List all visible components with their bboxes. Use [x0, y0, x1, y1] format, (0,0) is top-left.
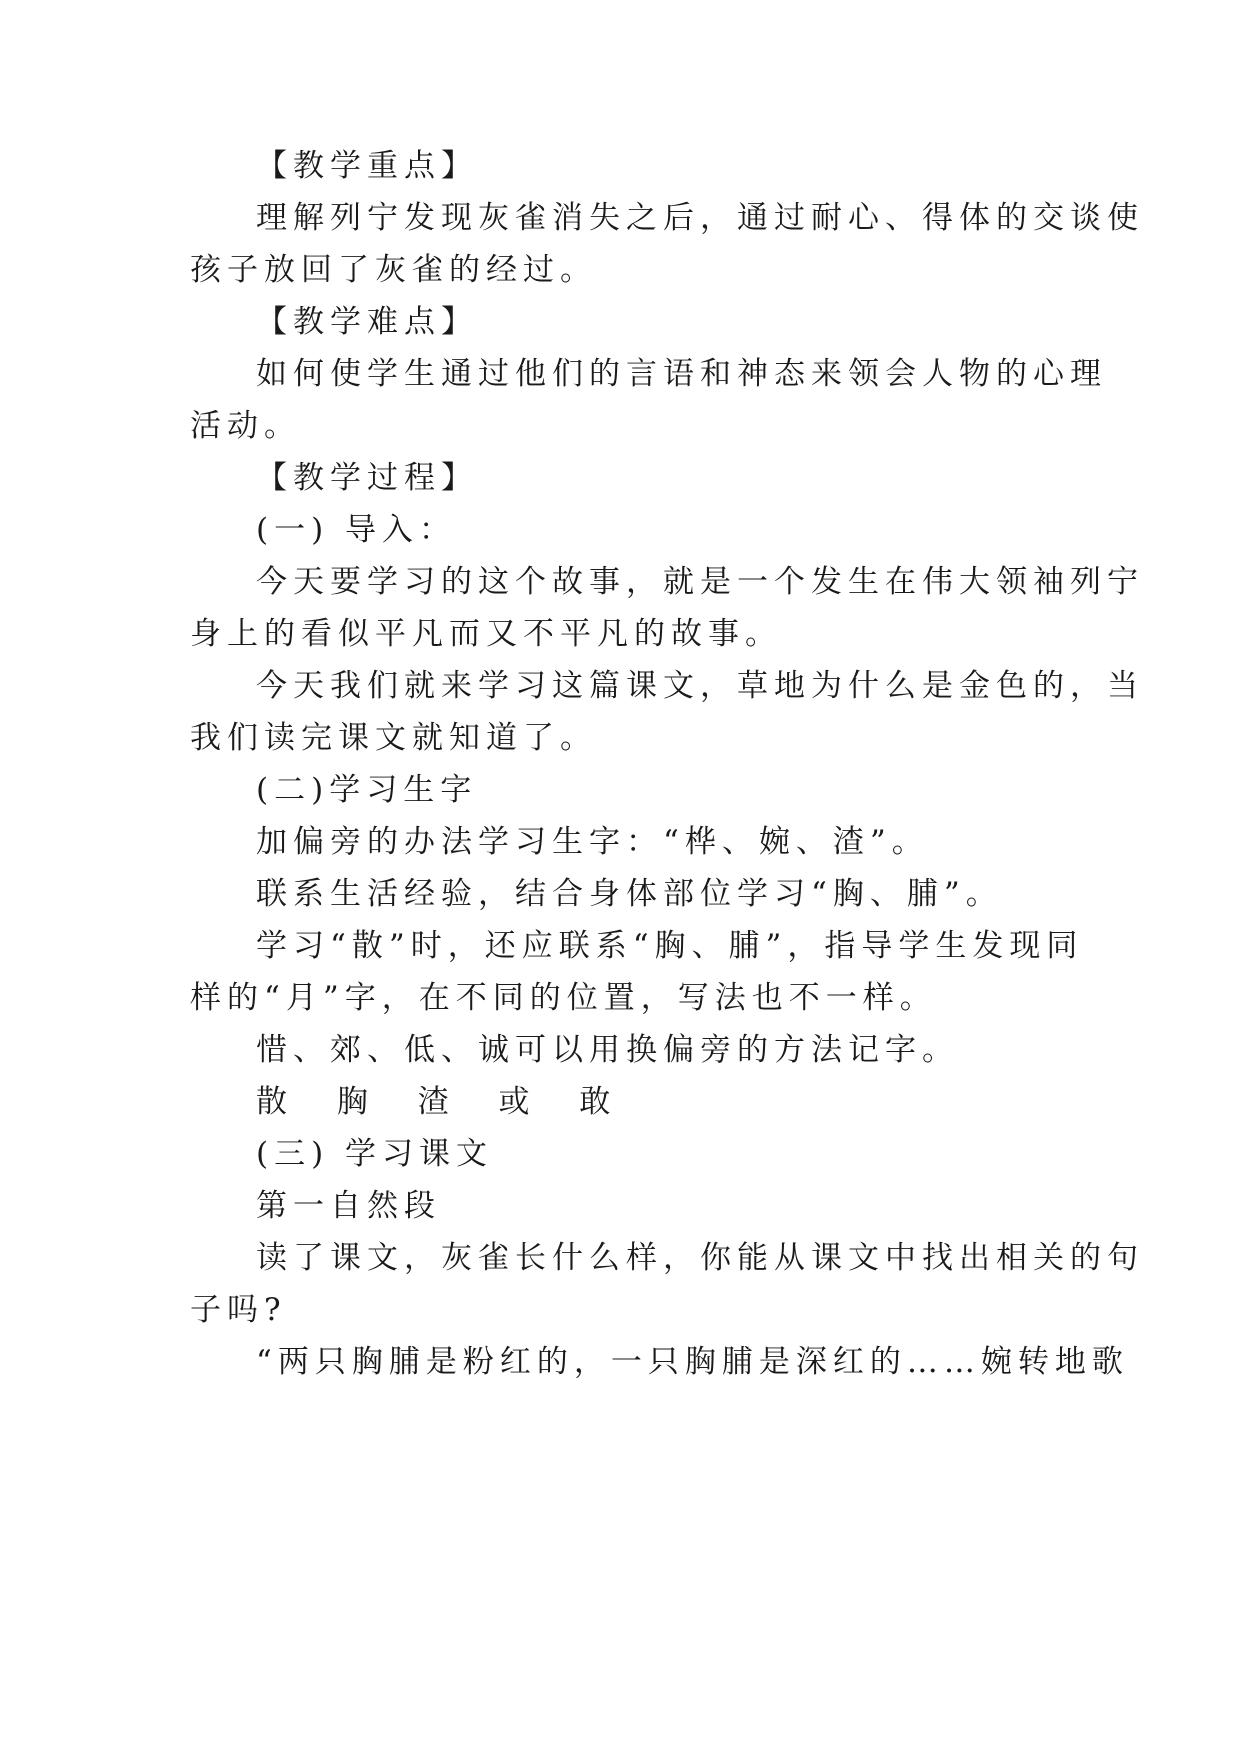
section-heading: (一) 导入： [256, 512, 457, 548]
paragraph-line: 身上的看似平凡而又不平凡的故事。 [190, 616, 782, 652]
paragraph-line: 联系生活经验，结合身体部位学习“胸、脯”。 [256, 876, 1003, 912]
paragraph-line: “两只胸脯是粉红的，一只胸脯是深红的……婉转地歌 [256, 1344, 1129, 1380]
paragraph-line: 加偏旁的办法学习生字：“桦、婉、渣”。 [256, 824, 929, 860]
paragraph-line: 样的“月”字，在不同的位置，写法也不一样。 [190, 980, 937, 1016]
paragraph-line: 子吗? [190, 1292, 287, 1328]
paragraph-line: 理解列宁发现灰雀消失之后，通过耐心、得体的交谈使 [256, 200, 1144, 236]
paragraph-line: 惜、郊、低、诚可以用换偏旁的方法记字。 [256, 1032, 959, 1068]
paragraph-line: 读了课文，灰雀长什么样，你能从课文中找出相关的句 [256, 1240, 1144, 1276]
paragraph-line: 活动。 [190, 408, 301, 444]
paragraph-line: 孩子放回了灰雀的经过。 [190, 252, 597, 288]
section-heading: (二)学习生字 [256, 772, 478, 808]
heading-teaching-difficulty: 【教学难点】 [256, 304, 478, 340]
paragraph-line: 学习“散”时，还应联系“胸、脯”，指导学生发现同 [256, 928, 1084, 964]
paragraph-line: 我们读完课文就知道了。 [190, 720, 597, 756]
heading-teaching-process: 【教学过程】 [256, 460, 478, 496]
paragraph-line: 今天要学习的这个故事，就是一个发生在伟大领袖列宁 [256, 564, 1144, 600]
section-heading: (三) 学习课文 [256, 1136, 494, 1172]
subsection-heading: 第一自然段 [256, 1188, 441, 1224]
paragraph-line: 今天我们就来学习这篇课文，草地为什么是金色的，当 [256, 668, 1144, 704]
heading-teaching-focus: 【教学重点】 [256, 148, 478, 184]
character-list: 散 胸 渣 或 敢 [256, 1084, 631, 1120]
paragraph-line: 如何使学生通过他们的言语和神态来领会人物的心理 [256, 356, 1107, 392]
